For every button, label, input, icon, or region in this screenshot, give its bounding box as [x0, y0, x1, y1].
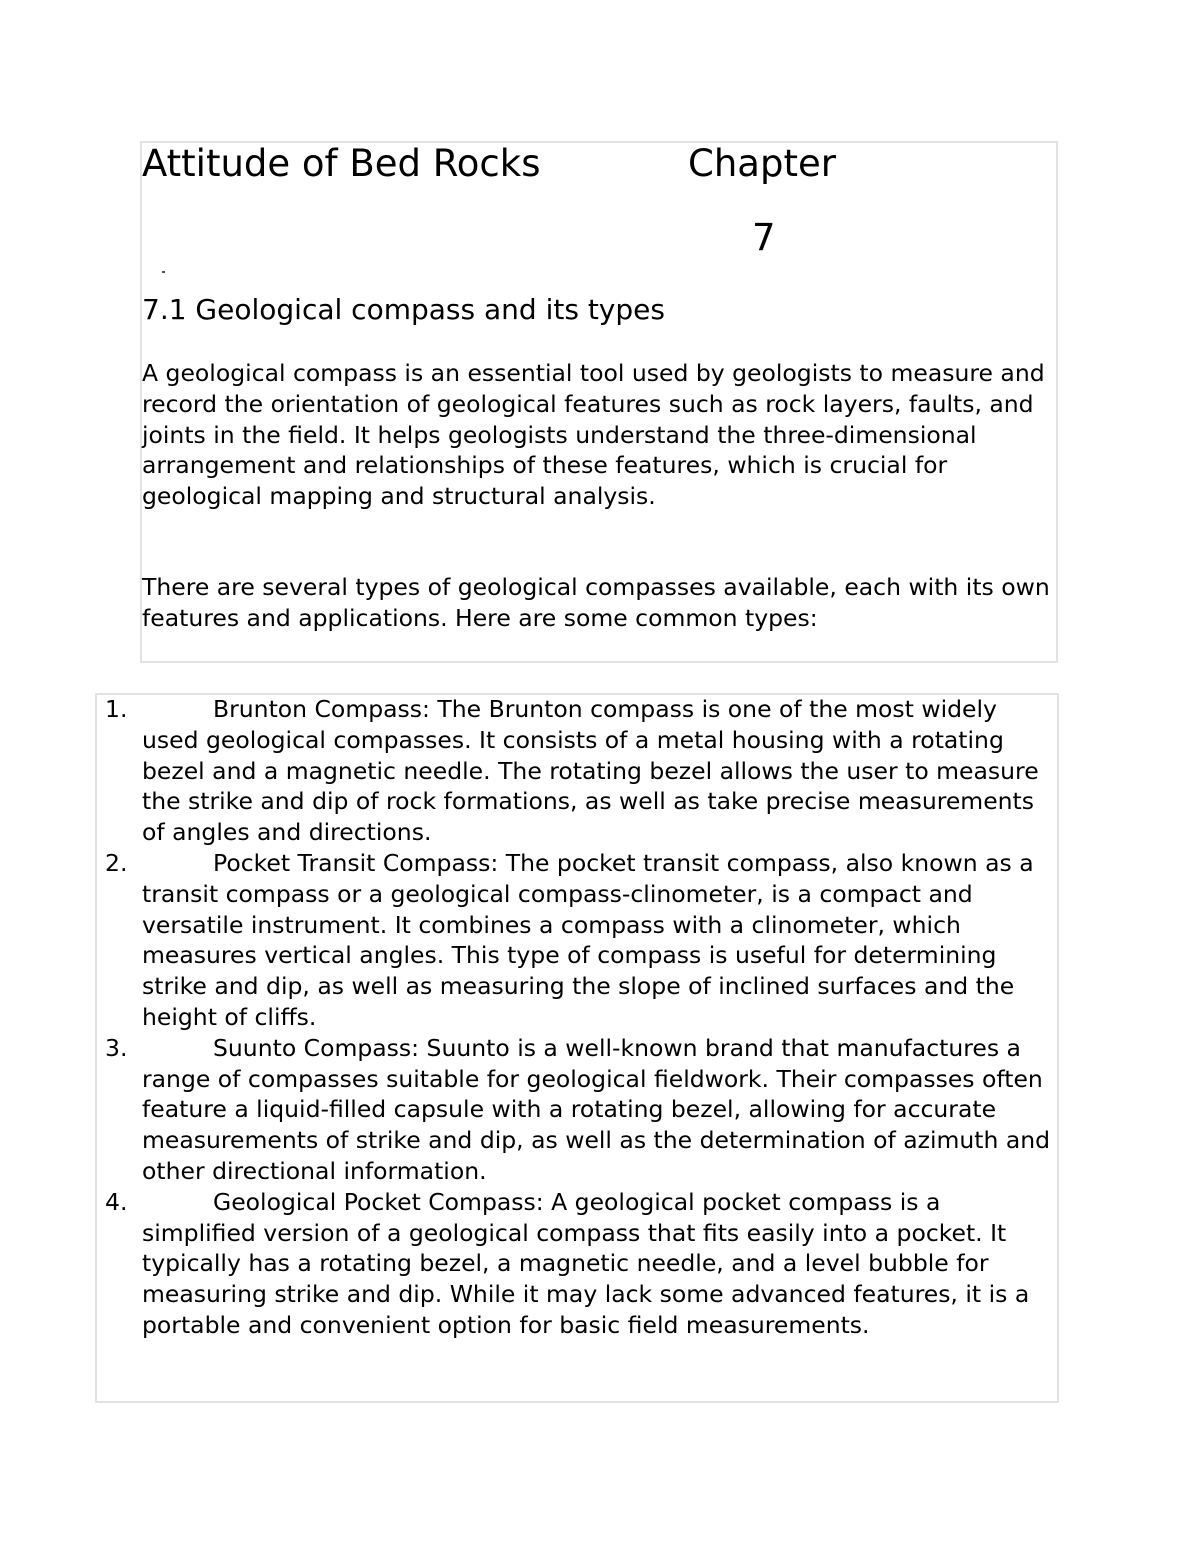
list-item-text: Geological Pocket Compass: A geological pocket compass is a simplified version of a geological compass that fits easily into a pocket. It typically has a rotating bezel, a magnetic needle, and a level bubble for measuring strike and dip. While it may lack some advanced features, it is a portable and convenient option for basic field measurements.: [142, 1187, 1030, 1339]
page-title: Attitude of Bed Rocks: [142, 142, 541, 185]
stray-mark: [162, 271, 165, 273]
chapter-label: Chapter: [688, 142, 836, 185]
intro-paragraph: A geological compass is an essential tool used by geologists to measure and record the orientation of geological features such as rock layers, faults, and joints in the field. It helps geologists understand the three-dimensional arrangement and relationships of these features, which is crucial for geological mapping and structural analysis.: [142, 359, 1045, 511]
list-item-text: Suunto Compass: Suunto is a well-known brand that manufactures a range of compasses suitable for geological fieldwork. Their compasses often feature a liquid-filled capsule with a rotating bezel, allowing for accurate measurements of strike and dip, as well as the determination of azimuth and other directional information.: [142, 1033, 1051, 1185]
chapter-number: 7: [752, 216, 776, 259]
list-item: [105, 1033, 1057, 1187]
list-item: [105, 694, 1057, 848]
types-paragraph: There are several types of geological compasses available, each with its own features and applications. Here are some common types:: [142, 573, 1050, 632]
section-heading: 7.1 Geological compass and its types: [142, 293, 665, 326]
list-item-text: Brunton Compass: The Brunton compass is one of the most widely used geological compasses. It consists of a metal housing with a rotating bezel and a magnetic needle. The rotating bezel allows the user to measure the strike and dip of rock formations, as well as take precise measurements of angles and directions.: [142, 695, 1039, 847]
list-item-number: 1.: [105, 695, 128, 723]
list-item: [105, 848, 1057, 1033]
list-item-number: 2.: [105, 848, 128, 877]
list-item-text: Pocket Transit Compass: The pocket transit compass, also known as a transit compass or a geological compass-clinometer, is a compact and versatile instrument. It combines a compass with a clinometer, which measures vertical angles. This type of compass is useful for determining strike and dip, as well as measuring the slope of inclined surfaces and the height of cliffs.: [142, 848, 1034, 1031]
list-item-number: 3.: [105, 1033, 128, 1062]
list-item: [105, 1187, 1057, 1341]
compass-types-list: [105, 694, 1057, 1341]
list-item-number: 4.: [105, 1187, 128, 1216]
